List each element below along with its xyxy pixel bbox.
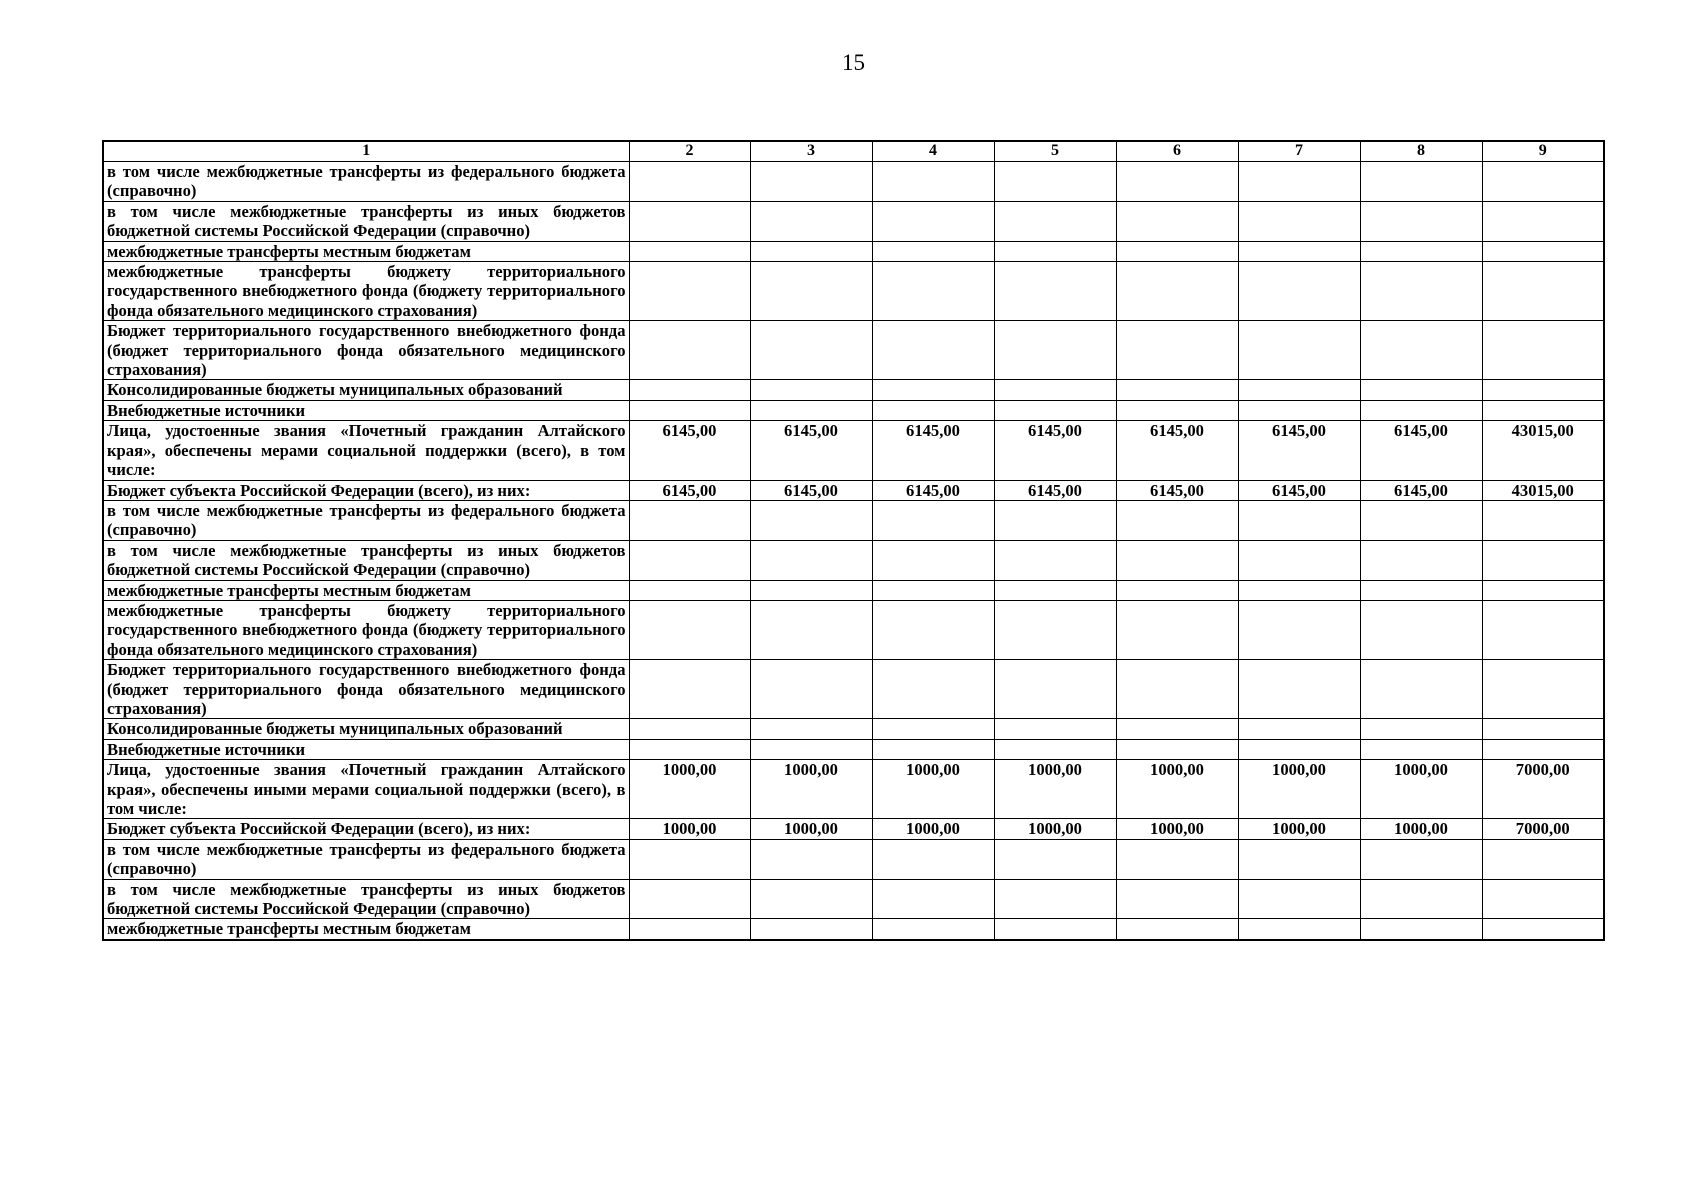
- value-cell: [1482, 580, 1604, 600]
- value-cell: [872, 262, 994, 321]
- table-row: [103, 321, 1604, 380]
- value-cell: 6145,00: [750, 480, 872, 500]
- value-cell: 6145,00: [1116, 421, 1238, 480]
- table-row: [103, 162, 1604, 202]
- value-cell: 6145,00: [872, 480, 994, 500]
- value-cell: [1360, 380, 1482, 400]
- value-cell: 43015,00: [1482, 480, 1604, 500]
- value-cell: [629, 739, 750, 759]
- value-cell: 1000,00: [1360, 819, 1482, 839]
- value-cell: [629, 580, 750, 600]
- row-label: в том числе межбюджетные трансферты из федерального бюджета (справочно): [103, 839, 629, 879]
- value-cell: [629, 201, 750, 241]
- value-cell: [1360, 879, 1482, 919]
- value-cell: [750, 201, 872, 241]
- value-cell: [1482, 879, 1604, 919]
- value-cell: 1000,00: [872, 760, 994, 819]
- value-cell: [872, 380, 994, 400]
- table-row: [103, 241, 1604, 261]
- value-cell: [872, 241, 994, 261]
- value-cell: [1116, 839, 1238, 879]
- value-cell: [750, 380, 872, 400]
- table-row: [103, 262, 1604, 321]
- value-cell: [994, 919, 1116, 940]
- value-cell: 6145,00: [1238, 421, 1360, 480]
- value-cell: [1360, 719, 1482, 739]
- table-row: [103, 400, 1604, 420]
- value-cell: [629, 879, 750, 919]
- value-cell: [1360, 241, 1482, 261]
- table-row: [103, 660, 1604, 719]
- value-cell: [629, 262, 750, 321]
- value-cell: [994, 241, 1116, 261]
- value-cell: [872, 919, 994, 940]
- value-cell: 1000,00: [1238, 760, 1360, 819]
- row-label: Внебюджетные источники: [103, 739, 629, 759]
- value-cell: [1116, 879, 1238, 919]
- row-label: межбюджетные трансферты местным бюджетам: [103, 241, 629, 261]
- value-cell: [1360, 580, 1482, 600]
- value-cell: [1360, 839, 1482, 879]
- value-cell: [1238, 739, 1360, 759]
- value-cell: [750, 879, 872, 919]
- value-cell: [1482, 500, 1604, 540]
- table-row: [103, 201, 1604, 241]
- value-cell: [629, 919, 750, 940]
- value-cell: [994, 719, 1116, 739]
- value-cell: [629, 719, 750, 739]
- value-cell: [1238, 919, 1360, 940]
- value-cell: [1482, 162, 1604, 202]
- value-cell: [1116, 400, 1238, 420]
- value-cell: [994, 739, 1116, 759]
- value-cell: [1116, 600, 1238, 659]
- value-cell: [1238, 162, 1360, 202]
- row-label: Лица, удостоенные звания «Почетный гражданин Алтайского края», обеспечены иными мерами социальной поддержки (всего), в том числе:: [103, 760, 629, 819]
- row-label: в том числе межбюджетные трансферты из иных бюджетов бюджетной системы Российской Федерации (справочно): [103, 540, 629, 580]
- table-row: [103, 380, 1604, 400]
- value-cell: [1238, 580, 1360, 600]
- value-cell: [1360, 739, 1482, 759]
- value-cell: [750, 600, 872, 659]
- row-label: в том числе межбюджетные трансферты из федерального бюджета (справочно): [103, 162, 629, 202]
- column-header: 3: [750, 141, 872, 162]
- value-cell: [629, 241, 750, 261]
- column-header: 5: [994, 141, 1116, 162]
- value-cell: 1000,00: [1238, 819, 1360, 839]
- value-cell: [1360, 162, 1482, 202]
- row-label: в том числе межбюджетные трансферты из иных бюджетов бюджетной системы Российской Федерации (справочно): [103, 201, 629, 241]
- row-label: в том числе межбюджетные трансферты из федерального бюджета (справочно): [103, 500, 629, 540]
- value-cell: [1238, 321, 1360, 380]
- value-cell: 6145,00: [1116, 480, 1238, 500]
- value-cell: [872, 580, 994, 600]
- value-cell: [872, 540, 994, 580]
- data-table: [102, 140, 1605, 941]
- value-cell: [1116, 580, 1238, 600]
- value-cell: [750, 400, 872, 420]
- value-cell: [629, 660, 750, 719]
- value-cell: 6145,00: [1360, 421, 1482, 480]
- row-label: Внебюджетные источники: [103, 400, 629, 420]
- value-cell: [750, 660, 872, 719]
- value-cell: [1238, 540, 1360, 580]
- value-cell: [1238, 719, 1360, 739]
- value-cell: 7000,00: [1482, 760, 1604, 819]
- value-cell: 1000,00: [994, 819, 1116, 839]
- column-header: 1: [103, 141, 629, 162]
- row-label: Консолидированные бюджеты муниципальных образований: [103, 380, 629, 400]
- value-cell: 1000,00: [750, 819, 872, 839]
- value-cell: [994, 201, 1116, 241]
- value-cell: 6145,00: [1238, 480, 1360, 500]
- value-cell: 6145,00: [1360, 480, 1482, 500]
- value-cell: [1116, 162, 1238, 202]
- value-cell: [994, 580, 1116, 600]
- value-cell: 1000,00: [872, 819, 994, 839]
- value-cell: [750, 739, 872, 759]
- value-cell: [1360, 660, 1482, 719]
- row-label: Бюджет субъекта Российской Федерации (всего), из них:: [103, 480, 629, 500]
- value-cell: [872, 162, 994, 202]
- value-cell: [750, 580, 872, 600]
- value-cell: [1360, 919, 1482, 940]
- table-row: [103, 540, 1604, 580]
- value-cell: [1238, 201, 1360, 241]
- value-cell: [1482, 380, 1604, 400]
- value-cell: [1238, 660, 1360, 719]
- value-cell: [872, 839, 994, 879]
- value-cell: 1000,00: [629, 760, 750, 819]
- value-cell: [629, 321, 750, 380]
- value-cell: [750, 839, 872, 879]
- value-cell: [872, 739, 994, 759]
- value-cell: [1482, 839, 1604, 879]
- value-cell: 1000,00: [629, 819, 750, 839]
- value-cell: 1000,00: [750, 760, 872, 819]
- table-row: [103, 719, 1604, 739]
- value-cell: [994, 500, 1116, 540]
- value-cell: [629, 600, 750, 659]
- row-label: Консолидированные бюджеты муниципальных образований: [103, 719, 629, 739]
- value-cell: [1238, 839, 1360, 879]
- column-header: 6: [1116, 141, 1238, 162]
- value-cell: [1482, 719, 1604, 739]
- value-cell: [1360, 262, 1482, 321]
- value-cell: [872, 660, 994, 719]
- table-row: [103, 600, 1604, 659]
- value-cell: [1116, 201, 1238, 241]
- value-cell: [994, 162, 1116, 202]
- value-cell: [1238, 500, 1360, 540]
- value-cell: [994, 600, 1116, 659]
- value-cell: [750, 162, 872, 202]
- value-cell: [872, 719, 994, 739]
- value-cell: [994, 660, 1116, 719]
- table-body: [103, 162, 1604, 940]
- value-cell: [629, 500, 750, 540]
- header-row: [103, 141, 1604, 162]
- column-header: 2: [629, 141, 750, 162]
- value-cell: [1482, 262, 1604, 321]
- column-header: 4: [872, 141, 994, 162]
- value-cell: [1116, 262, 1238, 321]
- value-cell: [629, 162, 750, 202]
- column-header: 8: [1360, 141, 1482, 162]
- value-cell: [750, 719, 872, 739]
- value-cell: [1482, 540, 1604, 580]
- value-cell: [1238, 380, 1360, 400]
- value-cell: [1116, 919, 1238, 940]
- value-cell: [750, 500, 872, 540]
- value-cell: 1000,00: [1360, 760, 1482, 819]
- row-label: Бюджет территориального государственного внебюджетного фонда (бюджет территориального фонда обязательного медицинского страхования): [103, 321, 629, 380]
- value-cell: [1116, 719, 1238, 739]
- table-row: [103, 480, 1604, 500]
- value-cell: [1116, 241, 1238, 261]
- table-row: [103, 580, 1604, 600]
- value-cell: [1360, 321, 1482, 380]
- value-cell: [994, 540, 1116, 580]
- table-row: [103, 879, 1604, 919]
- value-cell: [629, 400, 750, 420]
- value-cell: [994, 839, 1116, 879]
- value-cell: [1360, 400, 1482, 420]
- value-cell: [1238, 600, 1360, 659]
- value-cell: [1238, 262, 1360, 321]
- value-cell: [1116, 500, 1238, 540]
- value-cell: 6145,00: [994, 421, 1116, 480]
- value-cell: [750, 321, 872, 380]
- page-number: 15: [842, 50, 865, 75]
- value-cell: [1116, 739, 1238, 759]
- value-cell: [1482, 660, 1604, 719]
- value-cell: 6145,00: [750, 421, 872, 480]
- value-cell: [1238, 241, 1360, 261]
- value-cell: [1238, 400, 1360, 420]
- table-row: [103, 919, 1604, 940]
- value-cell: [994, 400, 1116, 420]
- value-cell: [629, 380, 750, 400]
- value-cell: [994, 380, 1116, 400]
- value-cell: [1482, 241, 1604, 261]
- value-cell: [750, 262, 872, 321]
- table-row: [103, 421, 1604, 480]
- value-cell: [1482, 600, 1604, 659]
- value-cell: [1482, 321, 1604, 380]
- row-label: межбюджетные трансферты местным бюджетам: [103, 919, 629, 940]
- value-cell: [1116, 540, 1238, 580]
- value-cell: [872, 500, 994, 540]
- value-cell: 43015,00: [1482, 421, 1604, 480]
- row-label: межбюджетные трансферты местным бюджетам: [103, 580, 629, 600]
- value-cell: [750, 919, 872, 940]
- value-cell: 7000,00: [1482, 819, 1604, 839]
- value-cell: [994, 262, 1116, 321]
- value-cell: 6145,00: [629, 480, 750, 500]
- value-cell: 6145,00: [872, 421, 994, 480]
- value-cell: [1360, 201, 1482, 241]
- value-cell: [1360, 500, 1482, 540]
- value-cell: 1000,00: [1116, 760, 1238, 819]
- value-cell: [872, 321, 994, 380]
- value-cell: [1116, 660, 1238, 719]
- table-row: [103, 500, 1604, 540]
- value-cell: [994, 321, 1116, 380]
- row-label: межбюджетные трансферты бюджету территориального государственного внебюджетного фонда (бюджету территориального фонда обязательного медицинского страхования): [103, 262, 629, 321]
- table-row: [103, 760, 1604, 819]
- value-cell: [872, 201, 994, 241]
- value-cell: [1116, 321, 1238, 380]
- value-cell: [1116, 380, 1238, 400]
- value-cell: [872, 879, 994, 919]
- value-cell: 1000,00: [994, 760, 1116, 819]
- table-row: [103, 839, 1604, 879]
- table-row: [103, 819, 1604, 839]
- value-cell: [750, 241, 872, 261]
- row-label: Бюджет территориального государственного внебюджетного фонда (бюджет территориального фонда обязательного медицинского страхования): [103, 660, 629, 719]
- value-cell: [1482, 739, 1604, 759]
- value-cell: [1238, 879, 1360, 919]
- value-cell: [872, 400, 994, 420]
- value-cell: [1482, 400, 1604, 420]
- value-cell: [1482, 919, 1604, 940]
- value-cell: [1360, 540, 1482, 580]
- row-label: межбюджетные трансферты бюджету территориального государственного внебюджетного фонда (бюджету территориального фонда обязательного медицинского страхования): [103, 600, 629, 659]
- value-cell: [1360, 600, 1482, 659]
- value-cell: [629, 839, 750, 879]
- value-cell: 6145,00: [994, 480, 1116, 500]
- value-cell: [872, 600, 994, 659]
- row-label: Бюджет субъекта Российской Федерации (всего), из них:: [103, 819, 629, 839]
- value-cell: [750, 540, 872, 580]
- value-cell: 6145,00: [629, 421, 750, 480]
- table-row: [103, 739, 1604, 759]
- value-cell: [994, 879, 1116, 919]
- value-cell: 1000,00: [1116, 819, 1238, 839]
- row-label: Лица, удостоенные звания «Почетный гражданин Алтайского края», обеспечены мерами социальной поддержки (всего), в том числе:: [103, 421, 629, 480]
- value-cell: [1482, 201, 1604, 241]
- column-header: 7: [1238, 141, 1360, 162]
- row-label: в том числе межбюджетные трансферты из иных бюджетов бюджетной системы Российской Федерации (справочно): [103, 879, 629, 919]
- value-cell: [629, 540, 750, 580]
- column-header: 9: [1482, 141, 1604, 162]
